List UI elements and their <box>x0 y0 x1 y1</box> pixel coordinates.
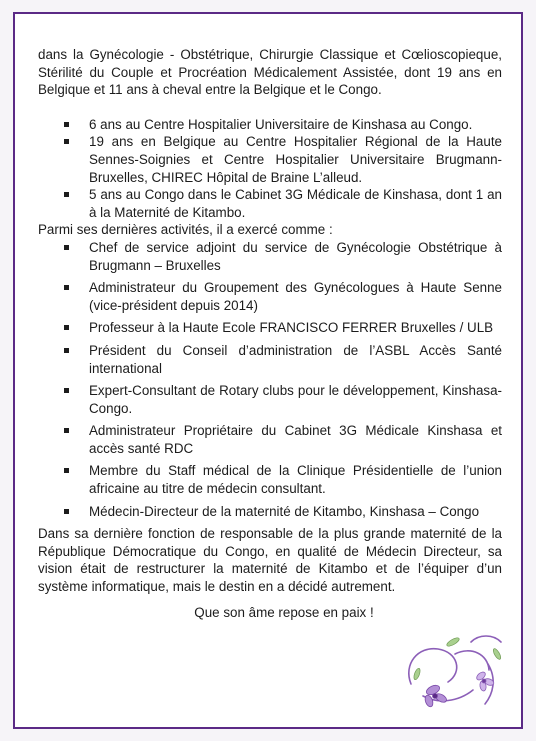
list-item: 6 ans au Centre Hospitalier Universitaire de Kinshasa au Congo. <box>38 116 502 134</box>
page-frame <box>13 12 523 729</box>
list-item: Administrateur du Groupement des Gynécologues à Haute Senne (vice-président depuis 2014) <box>38 279 502 314</box>
list-item: Médecin-Directeur de la maternité de Kitambo, Kinshasa – Congo <box>38 503 502 521</box>
square-bullet-icon <box>64 122 69 127</box>
list-item: Président du Conseil d’administration de l’ASBL Accès Santé international <box>38 342 502 377</box>
square-bullet-icon <box>64 428 69 433</box>
final-paragraph: Dans sa dernière fonction de responsable de la plus grande maternité de la République Démocratique du Congo, en qualité de Médecin Directeur, sa vision était de restructurer la maternité de Kitambo et de l’équiper d’un système informatique, mais le destin en a décidé autrement. <box>38 526 502 595</box>
square-bullet-icon <box>64 509 69 514</box>
intro-paragraph: dans la Gynécologie - Obstétrique, Chirurgie Classique et Cœlioscopieque, Stérilité du Couple et Procréation Médicalement Assistée, dont 19 ans en Belgique et 11 ans à cheval entre la Belgique et le Congo. <box>38 47 502 98</box>
square-bullet-icon <box>64 325 69 330</box>
square-bullet-icon <box>64 285 69 290</box>
square-bullet-icon <box>64 192 69 197</box>
activities-intro: Parmi ses dernières activités, il a exercé comme : <box>38 222 333 238</box>
activities-list <box>38 239 502 520</box>
square-bullet-icon <box>64 139 69 144</box>
list-item: Expert-Consultant de Rotary clubs pour le développement, Kinshasa-Congo. <box>38 382 502 417</box>
list-item: Chef de service adjoint du service de Gynécologie Obstétrique à Brugmann – Bruxelles <box>38 239 502 274</box>
list-item: 19 ans en Belgique au Centre Hospitalier Régional de la Haute Sennes-Soignies et Centre Hospitalier Universitaire Brugmann-Bruxelles, CHIREC Hôpital de Braine L’alleud. <box>38 133 502 186</box>
square-bullet-icon <box>64 348 69 353</box>
career-list <box>38 116 502 222</box>
square-bullet-icon <box>64 245 69 250</box>
closing-line: Que son âme repose en paix ! <box>194 604 374 620</box>
list-item: 5 ans au Congo dans le Cabinet 3G Médicale de Kinshasa, dont 1 an à la Maternité de Kitambo. <box>38 186 502 221</box>
square-bullet-icon <box>64 388 69 393</box>
square-bullet-icon <box>64 468 69 473</box>
document-body <box>38 46 502 621</box>
list-item: Professeur à la Haute Ecole FRANCISCO FERRER Bruxelles / ULB <box>38 319 502 337</box>
list-item: Administrateur Propriétaire du Cabinet 3G Médicale Kinshasa et accès santé RDC <box>38 422 502 457</box>
list-item: Membre du Staff médical de la Clinique Présidentielle de l’union africaine au titre de médecin consultant. <box>38 462 502 497</box>
purple-flower-ornament-icon <box>393 624 513 719</box>
